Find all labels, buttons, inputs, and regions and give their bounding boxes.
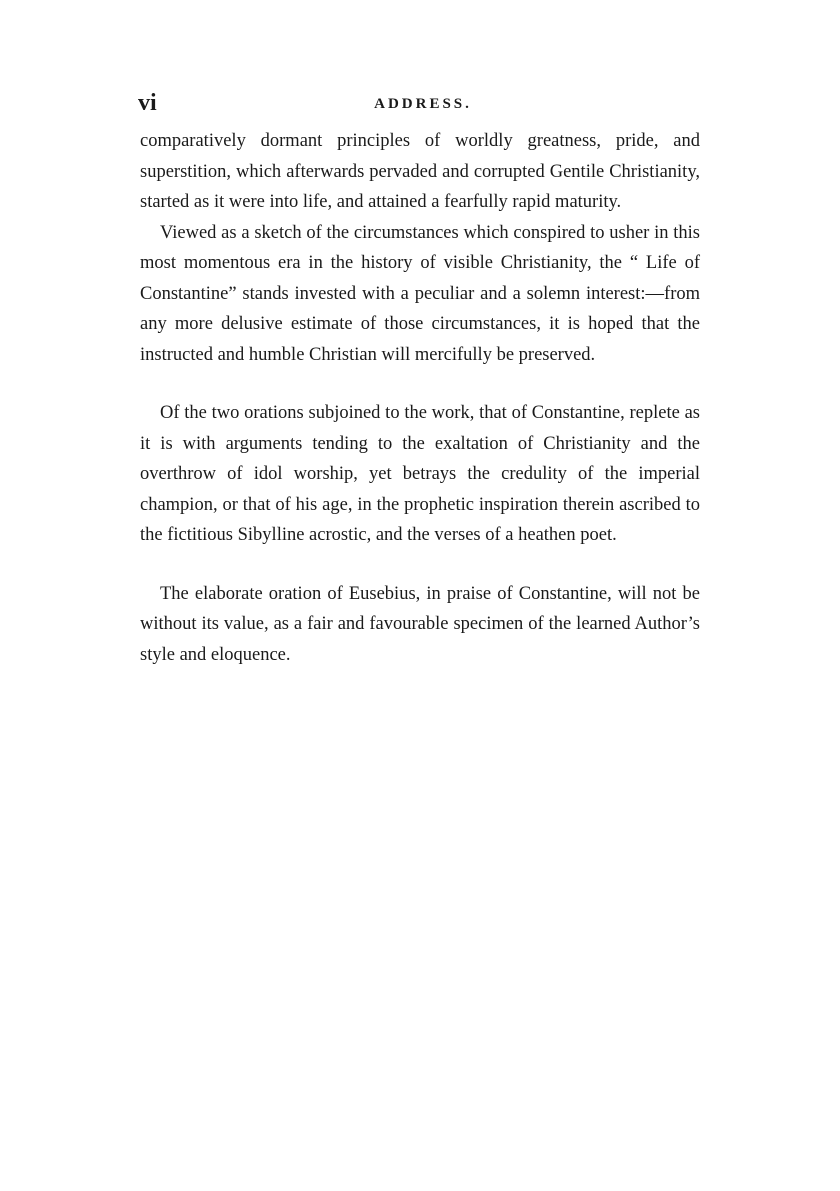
running-head: [138, 88, 700, 118]
paragraph-eusebius-oration: The elaborate oration of Eusebius, in praise of Constantine, will not be without its value, as a fair and favourable specimen of the learned Author’s style and eloquence.: [140, 583, 700, 665]
paragraph-life-of-constantine: Viewed as a sketch of the circumstances which conspired to usher in this most momentous era in the history of visible Christianity, the “ Life of Constantine” stands invested with a peculiar and a solemn interest:—from any more delusive estimate of those circumstances, it is hoped that the instructed and humble Christian will mercifully be preserved.: [140, 222, 700, 365]
body-text: [140, 126, 700, 670]
page-number: vi: [138, 90, 157, 116]
paragraph-orations: Of the two orations subjoined to the work, that of Constantine, replete as it is with arguments tending to the exaltation of Christianity and the overthrow of idol worship, yet betrays the credulity of the imperial champion, or that of his age, in the prophetic inspiration therein ascribed to the fictitious Sibylline acrostic, and the verses of a heathen poet.: [140, 403, 700, 545]
paragraph-continued: comparatively dormant principles of worldly greatness, pride, and superstition, which afterwards pervaded and corrupted Gentile Christianity, started as it were into life, and attained a fearfully rapid maturity.: [140, 131, 700, 212]
header-title: ADDRESS.: [374, 96, 472, 112]
